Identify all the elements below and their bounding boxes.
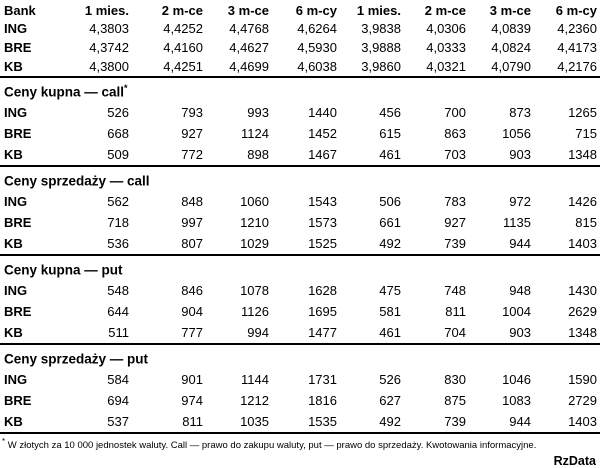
value-cell: 807 <box>181 236 203 251</box>
value-cell: 526 <box>379 372 401 387</box>
table-row <box>0 123 600 144</box>
column-header: 2 m-ce <box>424 2 466 18</box>
table-body <box>0 19 600 432</box>
value-cell: 4,2176 <box>557 59 597 74</box>
table-row <box>0 38 600 57</box>
value-cell: 1426 <box>568 194 597 209</box>
section-title <box>0 255 600 280</box>
bank-name: ING <box>4 21 28 36</box>
value-cell: 972 <box>509 194 531 209</box>
value-cell: 461 <box>379 147 401 162</box>
section-header-row <box>0 166 600 191</box>
column-header: 6 m-cy <box>555 2 597 18</box>
value-cell: 944 <box>509 414 531 429</box>
value-cell: 715 <box>575 126 597 141</box>
value-cell: 4,6038 <box>297 59 337 74</box>
value-cell: 492 <box>379 236 401 251</box>
value-cell: 1265 <box>568 105 597 120</box>
value-cell: 4,3742 <box>89 40 129 55</box>
section-header-row <box>0 77 600 102</box>
table-row <box>0 411 600 432</box>
section-title-text: Ceny sprzedaży — call <box>4 173 150 189</box>
value-cell: 1628 <box>308 283 337 298</box>
value-cell: 1440 <box>308 105 337 120</box>
value-cell: 875 <box>444 393 466 408</box>
value-cell: 3,9860 <box>361 59 401 74</box>
value-cell: 584 <box>107 372 129 387</box>
section-title <box>0 77 600 102</box>
section-title-text: Ceny kupna — call <box>4 84 125 100</box>
table-row <box>0 280 600 301</box>
value-cell: 537 <box>107 414 129 429</box>
column-header: 3 m-ce <box>489 2 531 18</box>
value-cell: 1056 <box>502 126 531 141</box>
value-cell: 898 <box>247 147 269 162</box>
value-cell: 997 <box>181 215 203 230</box>
value-cell: 461 <box>379 325 401 340</box>
value-cell: 627 <box>379 393 401 408</box>
value-cell: 506 <box>379 194 401 209</box>
value-cell: 4,4173 <box>557 40 597 55</box>
value-cell: 739 <box>444 236 466 251</box>
value-cell: 668 <box>107 126 129 141</box>
value-cell: 4,0333 <box>426 40 466 55</box>
section-title <box>0 344 600 369</box>
table-row <box>0 102 600 123</box>
value-cell: 4,3803 <box>89 21 129 36</box>
table-row <box>0 322 600 344</box>
value-cell: 4,4160 <box>163 40 203 55</box>
bank-name: ING <box>4 283 28 298</box>
value-cell: 1452 <box>308 126 337 141</box>
value-cell: 927 <box>444 215 466 230</box>
value-cell: 704 <box>444 325 466 340</box>
footnote <box>0 432 600 452</box>
value-cell: 1060 <box>240 194 269 209</box>
bank-name: BRE <box>4 126 32 141</box>
section-title-text: Ceny kupna — put <box>4 262 123 278</box>
value-cell: 994 <box>247 325 269 340</box>
value-cell: 548 <box>107 283 129 298</box>
value-cell: 993 <box>247 105 269 120</box>
bank-name: BRE <box>4 40 32 55</box>
column-header: 2 m-ce <box>161 2 203 18</box>
bank-name: KB <box>4 236 23 251</box>
value-cell: 777 <box>181 325 203 340</box>
value-cell: 581 <box>379 304 401 319</box>
value-cell: 948 <box>509 283 531 298</box>
column-header: 1 mies. <box>84 2 129 18</box>
value-cell: 1212 <box>240 393 269 408</box>
value-cell: 4,6264 <box>297 21 337 36</box>
value-cell: 4,4768 <box>229 21 269 36</box>
value-cell: 1731 <box>308 372 337 387</box>
value-cell: 492 <box>379 414 401 429</box>
value-cell: 703 <box>444 147 466 162</box>
value-cell: 661 <box>379 215 401 230</box>
column-header: 1 mies. <box>356 2 401 18</box>
value-cell: 718 <box>107 215 129 230</box>
source-credit: RzData <box>553 454 596 468</box>
table-row <box>0 191 600 212</box>
value-cell: 4,2360 <box>557 21 597 36</box>
value-cell: 4,0824 <box>491 40 531 55</box>
value-cell: 536 <box>107 236 129 251</box>
footnote-mark: * <box>2 437 6 446</box>
value-cell: 1543 <box>308 194 337 209</box>
value-cell: 3,9838 <box>361 21 401 36</box>
value-cell: 475 <box>379 283 401 298</box>
value-cell: 4,4627 <box>229 40 269 55</box>
table-row <box>0 144 600 166</box>
value-cell: 873 <box>509 105 531 120</box>
value-cell: 2629 <box>568 304 597 319</box>
table-row <box>0 19 600 38</box>
table-row <box>0 369 600 390</box>
value-cell: 4,4252 <box>163 21 203 36</box>
value-cell: 1126 <box>241 304 269 319</box>
value-cell: 694 <box>107 393 129 408</box>
value-cell: 811 <box>445 304 466 319</box>
value-cell: 2729 <box>568 393 597 408</box>
value-cell: 456 <box>379 105 401 120</box>
value-cell: 1348 <box>568 325 597 340</box>
value-cell: 1403 <box>568 414 597 429</box>
bank-name: KB <box>4 147 23 162</box>
value-cell: 700 <box>444 105 466 120</box>
header-row <box>0 1 600 19</box>
value-cell: 1135 <box>503 215 531 230</box>
value-cell: 526 <box>107 105 129 120</box>
value-cell: 1816 <box>308 393 337 408</box>
value-cell: 927 <box>181 126 203 141</box>
value-cell: 1430 <box>568 283 597 298</box>
table-row <box>0 301 600 322</box>
value-cell: 1124 <box>241 126 269 141</box>
bank-name: ING <box>4 105 28 120</box>
value-cell: 509 <box>107 147 129 162</box>
value-cell: 846 <box>181 283 203 298</box>
bank-name: KB <box>4 59 23 74</box>
value-cell: 848 <box>181 194 203 209</box>
value-cell: 974 <box>181 393 203 408</box>
table-row <box>0 212 600 233</box>
value-cell: 1046 <box>502 372 531 387</box>
value-cell: 903 <box>509 147 531 162</box>
value-cell: 1078 <box>240 283 269 298</box>
value-cell: 1029 <box>240 236 269 251</box>
value-cell: 1348 <box>568 147 597 162</box>
value-cell: 1573 <box>308 215 337 230</box>
value-cell: 772 <box>181 147 203 162</box>
value-cell: 615 <box>379 126 401 141</box>
footnote-mark: * <box>124 82 128 93</box>
value-cell: 815 <box>575 215 597 230</box>
bank-name: KB <box>4 414 23 429</box>
bank-name: ING <box>4 194 28 209</box>
bank-name: BRE <box>4 215 32 230</box>
value-cell: 1590 <box>568 372 597 387</box>
value-cell: 783 <box>444 194 466 209</box>
value-cell: 1467 <box>308 147 337 162</box>
value-cell: 903 <box>509 325 531 340</box>
value-cell: 863 <box>444 126 466 141</box>
value-cell: 1403 <box>568 236 597 251</box>
value-cell: 811 <box>182 414 203 429</box>
value-cell: 4,0321 <box>426 59 466 74</box>
bank-name: BRE <box>4 304 32 319</box>
value-cell: 904 <box>181 304 203 319</box>
column-header: 3 m-ce <box>227 2 269 18</box>
value-cell: 4,5930 <box>297 40 337 55</box>
value-cell: 1525 <box>308 236 337 251</box>
column-header-bank: Bank <box>4 2 36 18</box>
value-cell: 4,4699 <box>229 59 269 74</box>
value-cell: 3,9888 <box>361 40 401 55</box>
value-cell: 1083 <box>502 393 531 408</box>
value-cell: 1004 <box>502 304 531 319</box>
value-cell: 562 <box>107 194 129 209</box>
value-cell: 511 <box>108 325 129 340</box>
value-cell: 748 <box>444 283 466 298</box>
value-cell: 1210 <box>240 215 269 230</box>
bank-name: ING <box>4 372 28 387</box>
value-cell: 1035 <box>240 414 269 429</box>
section-title <box>0 166 600 191</box>
value-cell: 4,4251 <box>163 59 203 74</box>
table-row <box>0 233 600 255</box>
value-cell: 944 <box>509 236 531 251</box>
value-cell: 644 <box>107 304 129 319</box>
bank-name: KB <box>4 325 23 340</box>
value-cell: 793 <box>181 105 203 120</box>
bank-name: BRE <box>4 393 32 408</box>
section-title-text: Ceny sprzedaży — put <box>4 351 149 367</box>
value-cell: 4,0790 <box>491 59 531 74</box>
section-header-row <box>0 255 600 280</box>
section-header-row <box>0 344 600 369</box>
value-cell: 830 <box>444 372 466 387</box>
table-row <box>0 57 600 77</box>
value-cell: 4,0839 <box>491 21 531 36</box>
footnote-text: W złotych za 10 000 jednostek waluty. Call — prawo do zakupu waluty, put — prawo do sprzedaży. Kwotowania informacyjne. <box>5 440 537 452</box>
value-cell: 4,0306 <box>426 21 466 36</box>
value-cell: 739 <box>444 414 466 429</box>
value-cell: 1144 <box>241 372 269 387</box>
value-cell: 1477 <box>308 325 337 340</box>
column-header: 6 m-cy <box>295 2 337 18</box>
table-row <box>0 390 600 411</box>
options-price-table <box>0 1 600 432</box>
value-cell: 4,3800 <box>89 59 129 74</box>
value-cell: 901 <box>181 372 203 387</box>
value-cell: 1535 <box>308 414 337 429</box>
value-cell: 1695 <box>308 304 337 319</box>
